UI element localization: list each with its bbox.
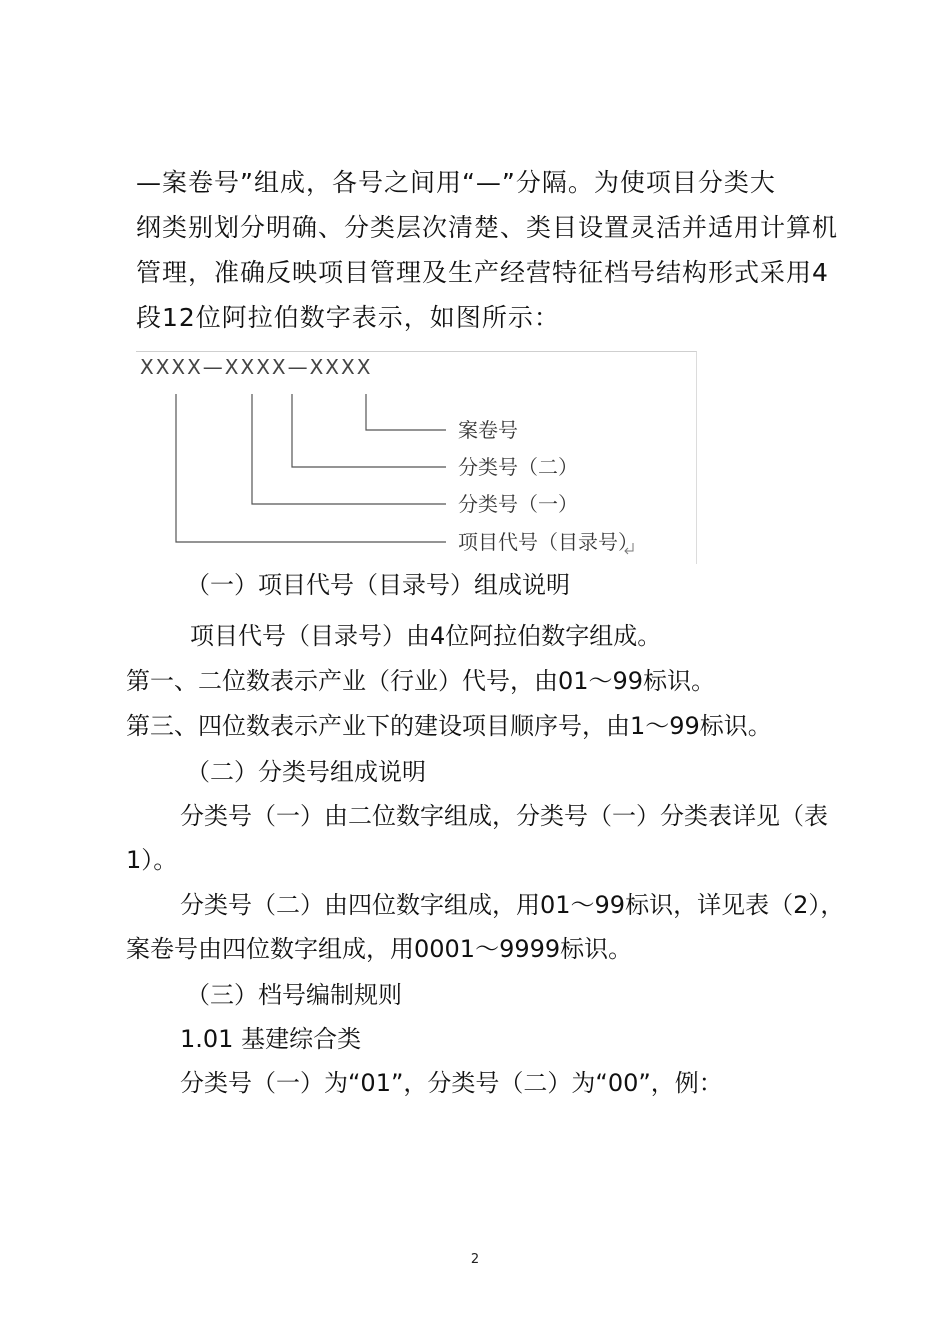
section-heading: （一）项目代号（目录号）组成说明 xyxy=(186,571,570,599)
body-text: 分类号（一）由二位数字组成，分类号（一）分类表详见（表 xyxy=(180,802,828,830)
connector-project-code xyxy=(176,394,446,542)
body-text: 第一、二位数表示产业（行业）代号，由01～99标识。 xyxy=(126,667,716,695)
connector-class-one xyxy=(252,394,446,504)
section-heading: （二）分类号组成说明 xyxy=(186,758,426,786)
structure-diagram xyxy=(136,352,696,564)
code-format: XXXX—XXXX—XXXX xyxy=(140,355,373,379)
intro-paragraph xyxy=(136,160,856,340)
body-text: 分类号（一）为“01”，分类号（二）为“00”，例： xyxy=(180,1069,723,1097)
body-text: 项目代号（目录号）由4位阿拉伯数字组成。 xyxy=(190,622,662,650)
intro-line: 纲类别划分明确、分类层次清楚、类目设置灵活并适用计算机 xyxy=(136,213,839,242)
intro-line: 段12位阿拉伯数字表示，如图所示： xyxy=(136,303,560,332)
connector-case-number xyxy=(366,394,446,430)
intro-line: —案卷号”组成，各号之间用“—”分隔。为使项目分类大 xyxy=(136,168,776,197)
label-case-number: 案卷号 xyxy=(458,418,518,442)
body-text: 分类号（二）由四位数字组成，用01～99标识，详见表（2）， xyxy=(180,891,845,919)
label-class-two: 分类号（二） xyxy=(458,455,578,479)
body-text: 1）。 xyxy=(126,846,178,874)
label-project-code: 项目代号（目录号） xyxy=(458,530,638,554)
label-class-one: 分类号（一） xyxy=(458,492,578,516)
body-text: 案卷号由四位数字组成，用0001～9999标识。 xyxy=(126,935,633,963)
subsection-heading: 1.01 基建综合类 xyxy=(180,1025,362,1053)
intro-line: 管理，准确反映项目管理及生产经营特征档号结构形式采用4 xyxy=(136,258,829,287)
body-text: 第三、四位数表示产业下的建设项目顺序号，由1～99标识。 xyxy=(126,712,772,740)
archive-number-structure-figure xyxy=(136,351,697,564)
page-number: 2 xyxy=(470,1252,480,1267)
section-heading: （三）档号编制规则 xyxy=(186,981,402,1009)
